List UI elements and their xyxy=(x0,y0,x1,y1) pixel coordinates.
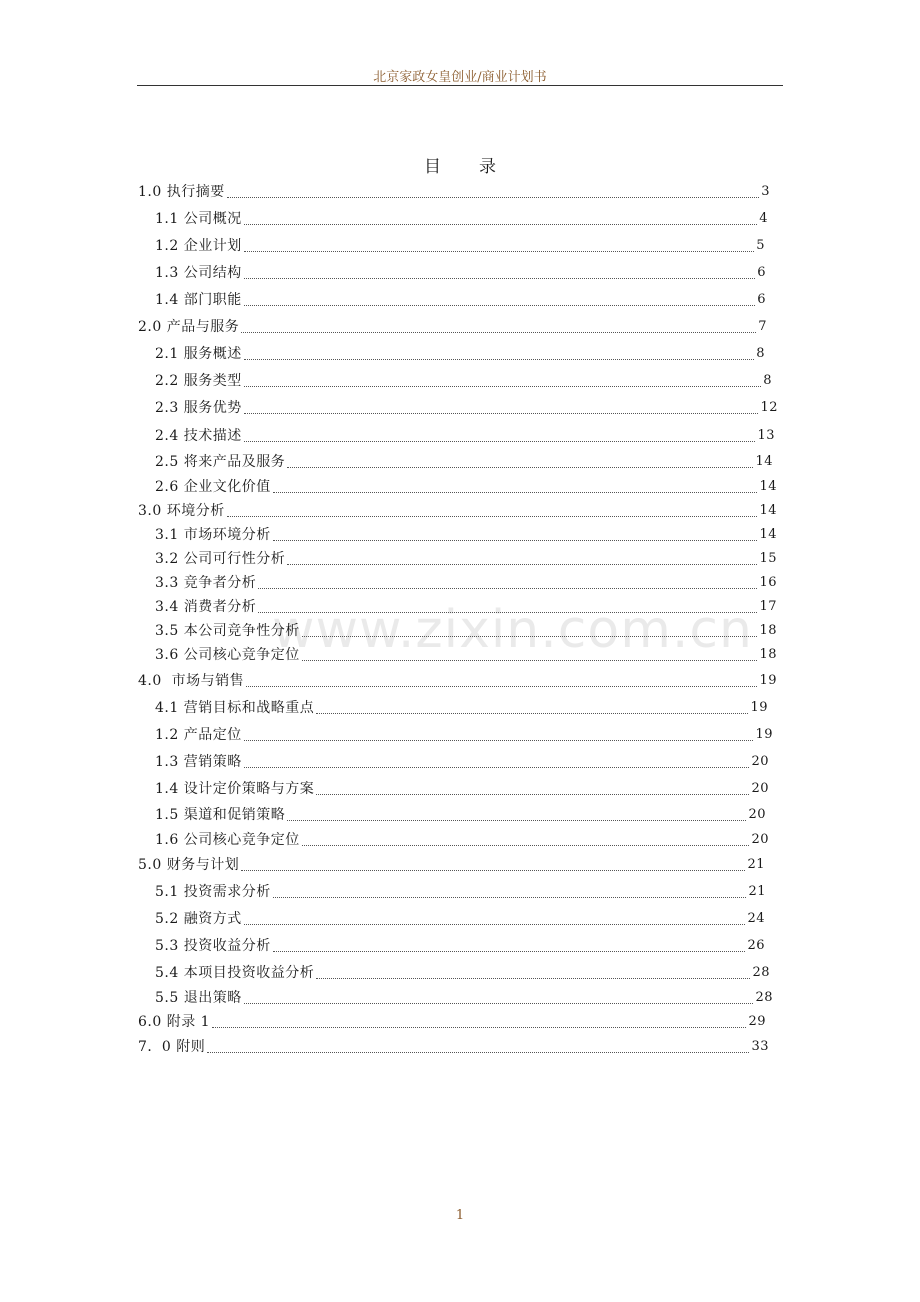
toc-entry-page: 6 xyxy=(757,265,766,280)
toc-entry[interactable] xyxy=(155,750,769,770)
toc-dot-leader xyxy=(244,277,756,279)
toc-dot-leader xyxy=(244,440,756,442)
header-rule xyxy=(137,85,783,86)
toc-dot-leader xyxy=(227,196,760,198)
toc-dot-leader xyxy=(287,466,753,468)
toc-dot-leader xyxy=(258,587,757,589)
toc-entry-label: 1.4 部门职能 xyxy=(155,292,242,308)
toc-dot-leader xyxy=(244,739,754,741)
toc-entry[interactable] xyxy=(138,315,767,335)
toc-entry[interactable] xyxy=(155,261,766,281)
toc-entry[interactable] xyxy=(138,499,777,519)
toc-entry-label: 3.2 公司可行性分析 xyxy=(155,551,286,567)
toc-entry[interactable] xyxy=(155,828,769,848)
toc-dot-leader xyxy=(273,950,746,952)
toc-entry-page: 3 xyxy=(761,184,770,199)
toc-entry-page: 7 xyxy=(758,319,767,334)
toc-dot-leader xyxy=(212,1026,746,1028)
toc-entry[interactable] xyxy=(155,207,768,227)
page-number: 1 xyxy=(455,1208,465,1223)
toc-dot-leader xyxy=(302,844,750,846)
toc-entry-label: 2.5 将来产品及服务 xyxy=(155,454,286,470)
toc-entry[interactable] xyxy=(155,595,777,615)
toc-entry[interactable] xyxy=(138,180,770,200)
toc-entry-page: 21 xyxy=(748,884,766,899)
toc-entry[interactable] xyxy=(155,619,777,639)
toc-entry-page: 28 xyxy=(755,990,773,1005)
toc-entry-label: 5.0 财务与计划 xyxy=(138,857,240,873)
toc-entry-label: 1.2 产品定位 xyxy=(155,727,242,743)
toc-dot-leader xyxy=(316,977,750,979)
toc-entry[interactable] xyxy=(155,986,773,1006)
toc-entry[interactable] xyxy=(155,475,777,495)
toc-entry[interactable] xyxy=(155,880,766,900)
toc-entry-page: 18 xyxy=(759,647,777,662)
toc-entry-page: 19 xyxy=(750,700,768,715)
toc-dot-leader xyxy=(241,869,745,871)
toc-entry-page: 19 xyxy=(755,727,773,742)
toc-dot-leader xyxy=(246,685,757,687)
toc-dot-leader xyxy=(273,491,758,493)
toc-entry[interactable] xyxy=(138,669,777,689)
toc-entry-page: 20 xyxy=(751,754,769,769)
toc-dot-leader xyxy=(244,385,762,387)
toc-entry-page: 8 xyxy=(756,346,765,361)
toc-entry-label: 7．0 附则 xyxy=(138,1039,206,1055)
toc-entry-page: 15 xyxy=(759,551,777,566)
toc-dot-leader xyxy=(244,304,756,306)
toc-dot-leader xyxy=(287,819,746,821)
toc-entry-page: 14 xyxy=(755,454,773,469)
toc-entry-page: 24 xyxy=(747,911,765,926)
toc-entry-page: 26 xyxy=(747,938,765,953)
toc-entry-page: 19 xyxy=(759,673,777,688)
toc-entry-label: 2.2 服务类型 xyxy=(155,373,242,389)
toc-dot-leader xyxy=(244,223,758,225)
toc-dot-leader xyxy=(244,250,755,252)
toc-entry[interactable] xyxy=(155,342,765,362)
toc-dot-leader xyxy=(273,539,758,541)
toc-entry-page: 5 xyxy=(756,238,765,253)
toc-entry-label: 3.0 环境分析 xyxy=(138,503,225,519)
toc-entry-label: 1.3 营销策略 xyxy=(155,754,242,770)
toc-entry[interactable] xyxy=(155,450,773,470)
toc-entry[interactable] xyxy=(138,1010,766,1030)
toc-dot-leader xyxy=(241,331,756,333)
toc-entry-page: 18 xyxy=(759,623,777,638)
toc-entry-label: 4.0 市场与销售 xyxy=(138,673,245,689)
toc-dot-leader xyxy=(316,793,749,795)
toc-entry-label: 2.0 产品与服务 xyxy=(138,319,240,335)
toc-entry-label: 5.1 投资需求分析 xyxy=(155,884,271,900)
watermark: www.zixin.com.cn xyxy=(272,600,753,660)
toc-dot-leader xyxy=(287,563,757,565)
toc-entry-page: 14 xyxy=(759,503,777,518)
toc-entry-page: 14 xyxy=(759,527,777,542)
toc-entry-label: 1.6 公司核心竞争定位 xyxy=(155,832,300,848)
toc-entry[interactable] xyxy=(155,571,777,591)
toc-entry[interactable] xyxy=(155,934,765,954)
toc-entry-page: 4 xyxy=(759,211,768,226)
toc-entry-label: 1.3 公司结构 xyxy=(155,265,242,281)
running-header: 北京家政女皇创业/商业计划书 xyxy=(373,70,547,85)
toc-entry-page: 33 xyxy=(751,1039,769,1054)
toc-entry[interactable] xyxy=(138,1035,769,1055)
toc-entry-page: 28 xyxy=(752,965,770,980)
toc-entry[interactable] xyxy=(155,234,765,254)
toc-dot-leader xyxy=(244,1002,754,1004)
toc-entry-label: 2.1 服务概述 xyxy=(155,346,242,362)
toc-entry-label: 3.3 竞争者分析 xyxy=(155,575,257,591)
toc-entry-page: 20 xyxy=(751,832,769,847)
toc-dot-leader xyxy=(273,896,747,898)
toc-entry[interactable] xyxy=(155,547,777,567)
toc-dot-leader xyxy=(244,358,755,360)
toc-dot-leader xyxy=(207,1051,749,1053)
toc-dot-leader xyxy=(244,412,759,414)
toc-entry[interactable] xyxy=(155,723,773,743)
toc-entry-label: 3.1 市场环境分析 xyxy=(155,527,271,543)
toc-entry-page: 20 xyxy=(751,781,769,796)
toc-entry-label: 1.1 公司概况 xyxy=(155,211,242,227)
toc-dot-leader xyxy=(302,635,758,637)
toc-entry-page: 21 xyxy=(747,857,765,872)
toc-entry-label: 6.0 附录 1 xyxy=(138,1014,211,1030)
toc-entry[interactable] xyxy=(155,907,765,927)
toc-entry-page: 12 xyxy=(760,400,778,415)
toc-heading: 目录 xyxy=(424,157,534,177)
toc-entry-label: 5.2 融资方式 xyxy=(155,911,242,927)
toc-entry[interactable] xyxy=(155,961,770,981)
toc-entry-label: 2.6 企业文化价值 xyxy=(155,479,271,495)
toc-entry-label: 3.4 消费者分析 xyxy=(155,599,257,615)
toc-entry-label: 1.2 企业计划 xyxy=(155,238,242,254)
toc-entry[interactable] xyxy=(155,523,777,543)
toc-entry[interactable] xyxy=(155,643,777,663)
toc-entry-page: 6 xyxy=(757,292,766,307)
toc-entry-page: 20 xyxy=(748,807,766,822)
toc-entry[interactable] xyxy=(155,696,768,716)
toc-entry[interactable] xyxy=(155,777,769,797)
toc-entry-label: 1.4 设计定价策略与方案 xyxy=(155,781,315,797)
toc-entry[interactable] xyxy=(155,396,778,416)
toc-entry-label: 3.6 公司核心竞争定位 xyxy=(155,647,300,663)
toc-entry-page: 16 xyxy=(759,575,777,590)
toc-entry-label: 1.0 执行摘要 xyxy=(138,184,225,200)
toc-entry-label: 1.5 渠道和促销策略 xyxy=(155,807,286,823)
toc-entry-page: 14 xyxy=(759,479,777,494)
toc-entry-page: 13 xyxy=(757,428,775,443)
toc-entry-label: 4.1 营销目标和战略重点 xyxy=(155,700,315,716)
toc-entry-label: 3.5 本公司竞争性分析 xyxy=(155,623,300,639)
toc-entry[interactable] xyxy=(155,803,766,823)
toc-dot-leader xyxy=(302,659,758,661)
toc-entry[interactable] xyxy=(155,424,775,444)
toc-entry[interactable] xyxy=(138,853,765,873)
toc-entry[interactable] xyxy=(155,288,766,308)
toc-entry-label: 2.4 技术描述 xyxy=(155,428,242,444)
toc-dot-leader xyxy=(244,766,750,768)
toc-dot-leader xyxy=(258,611,757,613)
toc-dot-leader xyxy=(227,515,758,517)
toc-entry[interactable] xyxy=(155,369,772,389)
toc-entry-label: 5.3 投资收益分析 xyxy=(155,938,271,954)
toc-dot-leader xyxy=(244,923,746,925)
toc-entry-page: 17 xyxy=(759,599,777,614)
toc-entry-page: 8 xyxy=(763,373,772,388)
toc-entry-label: 5.5 退出策略 xyxy=(155,990,242,1006)
toc-dot-leader xyxy=(316,712,748,714)
toc-entry-page: 29 xyxy=(748,1014,766,1029)
toc-entry-label: 2.3 服务优势 xyxy=(155,400,242,416)
toc-entry-label: 5.4 本项目投资收益分析 xyxy=(155,965,315,981)
